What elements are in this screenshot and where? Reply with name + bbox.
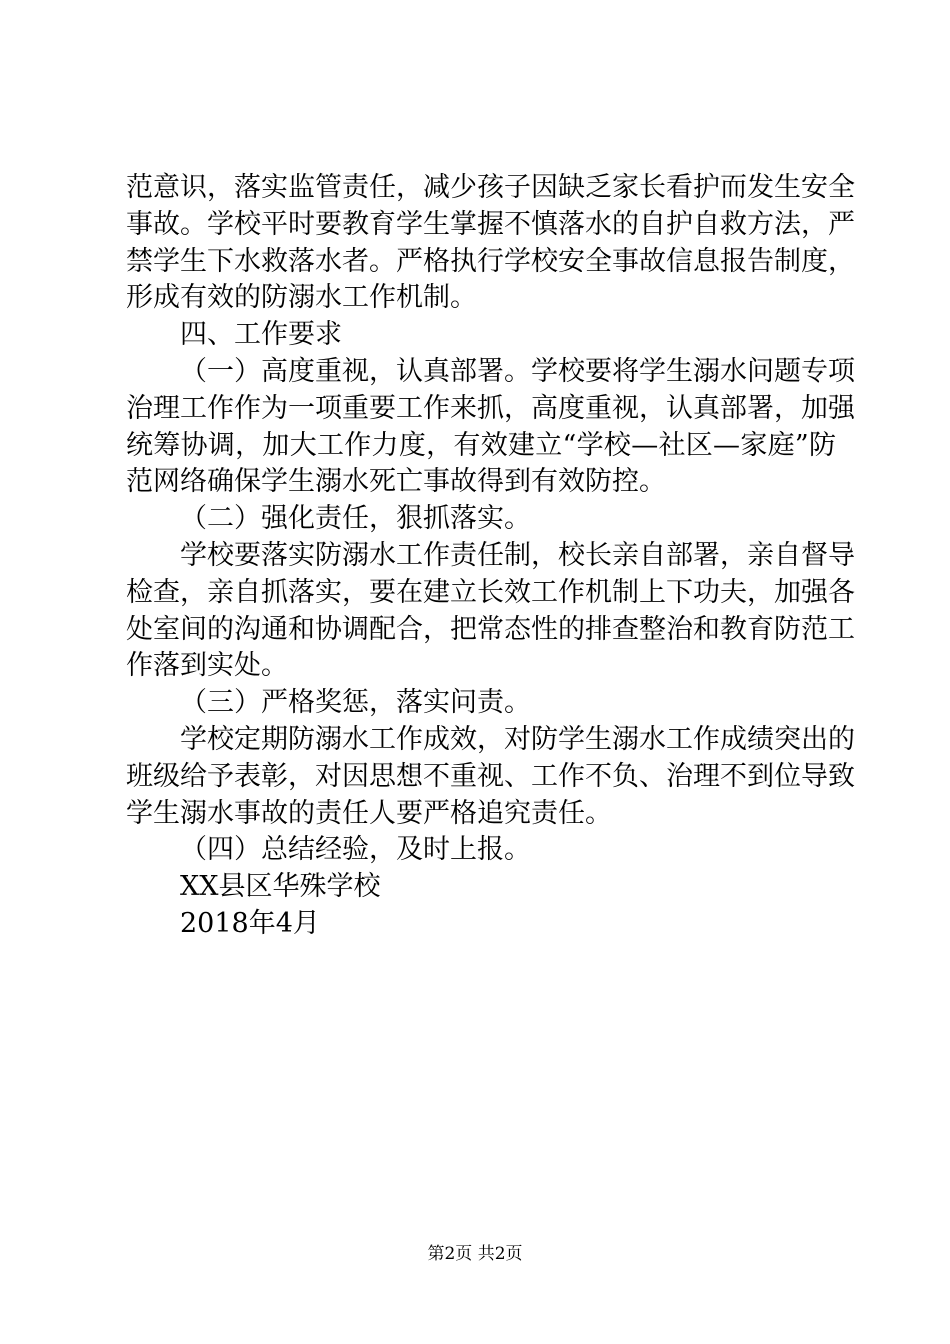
subsection-heading: （三）严格奖惩，落实问责。 xyxy=(180,687,531,719)
signature-organization: XX县区华殊学校 xyxy=(180,871,381,903)
body-line: 范网络确保学生溺水死亡事故得到有效防控。 xyxy=(126,466,666,498)
body-line: 统筹协调，加大工作力度，有效建立“学校—社区—家庭”防 xyxy=(126,429,836,461)
subsection-paragraph-line: （一）高度重视，认真部署。学校要将学生溺水问题专项 xyxy=(180,355,855,387)
body-line: 学校定期防溺水工作成效，对防学生溺水工作成绩突出的 xyxy=(180,723,855,755)
body-line: 事故。学校平时要教育学生掌握不慎落水的自护自救方法，严 xyxy=(126,208,855,240)
body-line: 作落到实处。 xyxy=(126,650,288,682)
subsection-heading: （二）强化责任，狠抓落实。 xyxy=(180,503,531,535)
body-line: 学生溺水事故的责任人要严格追究责任。 xyxy=(126,797,612,829)
body-line: 形成有效的防溺水工作机制。 xyxy=(126,282,477,314)
body-line: 处室间的沟通和协调配合，把常态性的排查整治和教育防范工 xyxy=(126,613,855,645)
page-number-footer: 第2页 共2页 xyxy=(427,1244,523,1264)
document-body xyxy=(126,170,855,943)
section-heading: 四、工作要求 xyxy=(180,319,342,351)
body-line: 班级给予表彰，对因思想不重视、工作不负、治理不到位导致 xyxy=(126,760,855,792)
body-line: 检查，亲自抓落实，要在建立长效工作机制上下功夫，加强各 xyxy=(126,576,855,608)
body-line: 学校要落实防溺水工作责任制，校长亲自部署，亲自督导 xyxy=(180,539,855,571)
subsection-heading: （四）总结经验，及时上报。 xyxy=(180,834,531,866)
body-line: 治理工作作为一项重要工作来抓，高度重视，认真部署，加强 xyxy=(126,392,855,424)
body-line: 禁学生下水救落水者。严格执行学校安全事故信息报告制度， xyxy=(126,245,855,277)
signature-date: 2018年4月 xyxy=(180,907,320,939)
body-line: 范意识，落实监管责任，减少孩子因缺乏家长看护而发生安全 xyxy=(126,172,855,203)
